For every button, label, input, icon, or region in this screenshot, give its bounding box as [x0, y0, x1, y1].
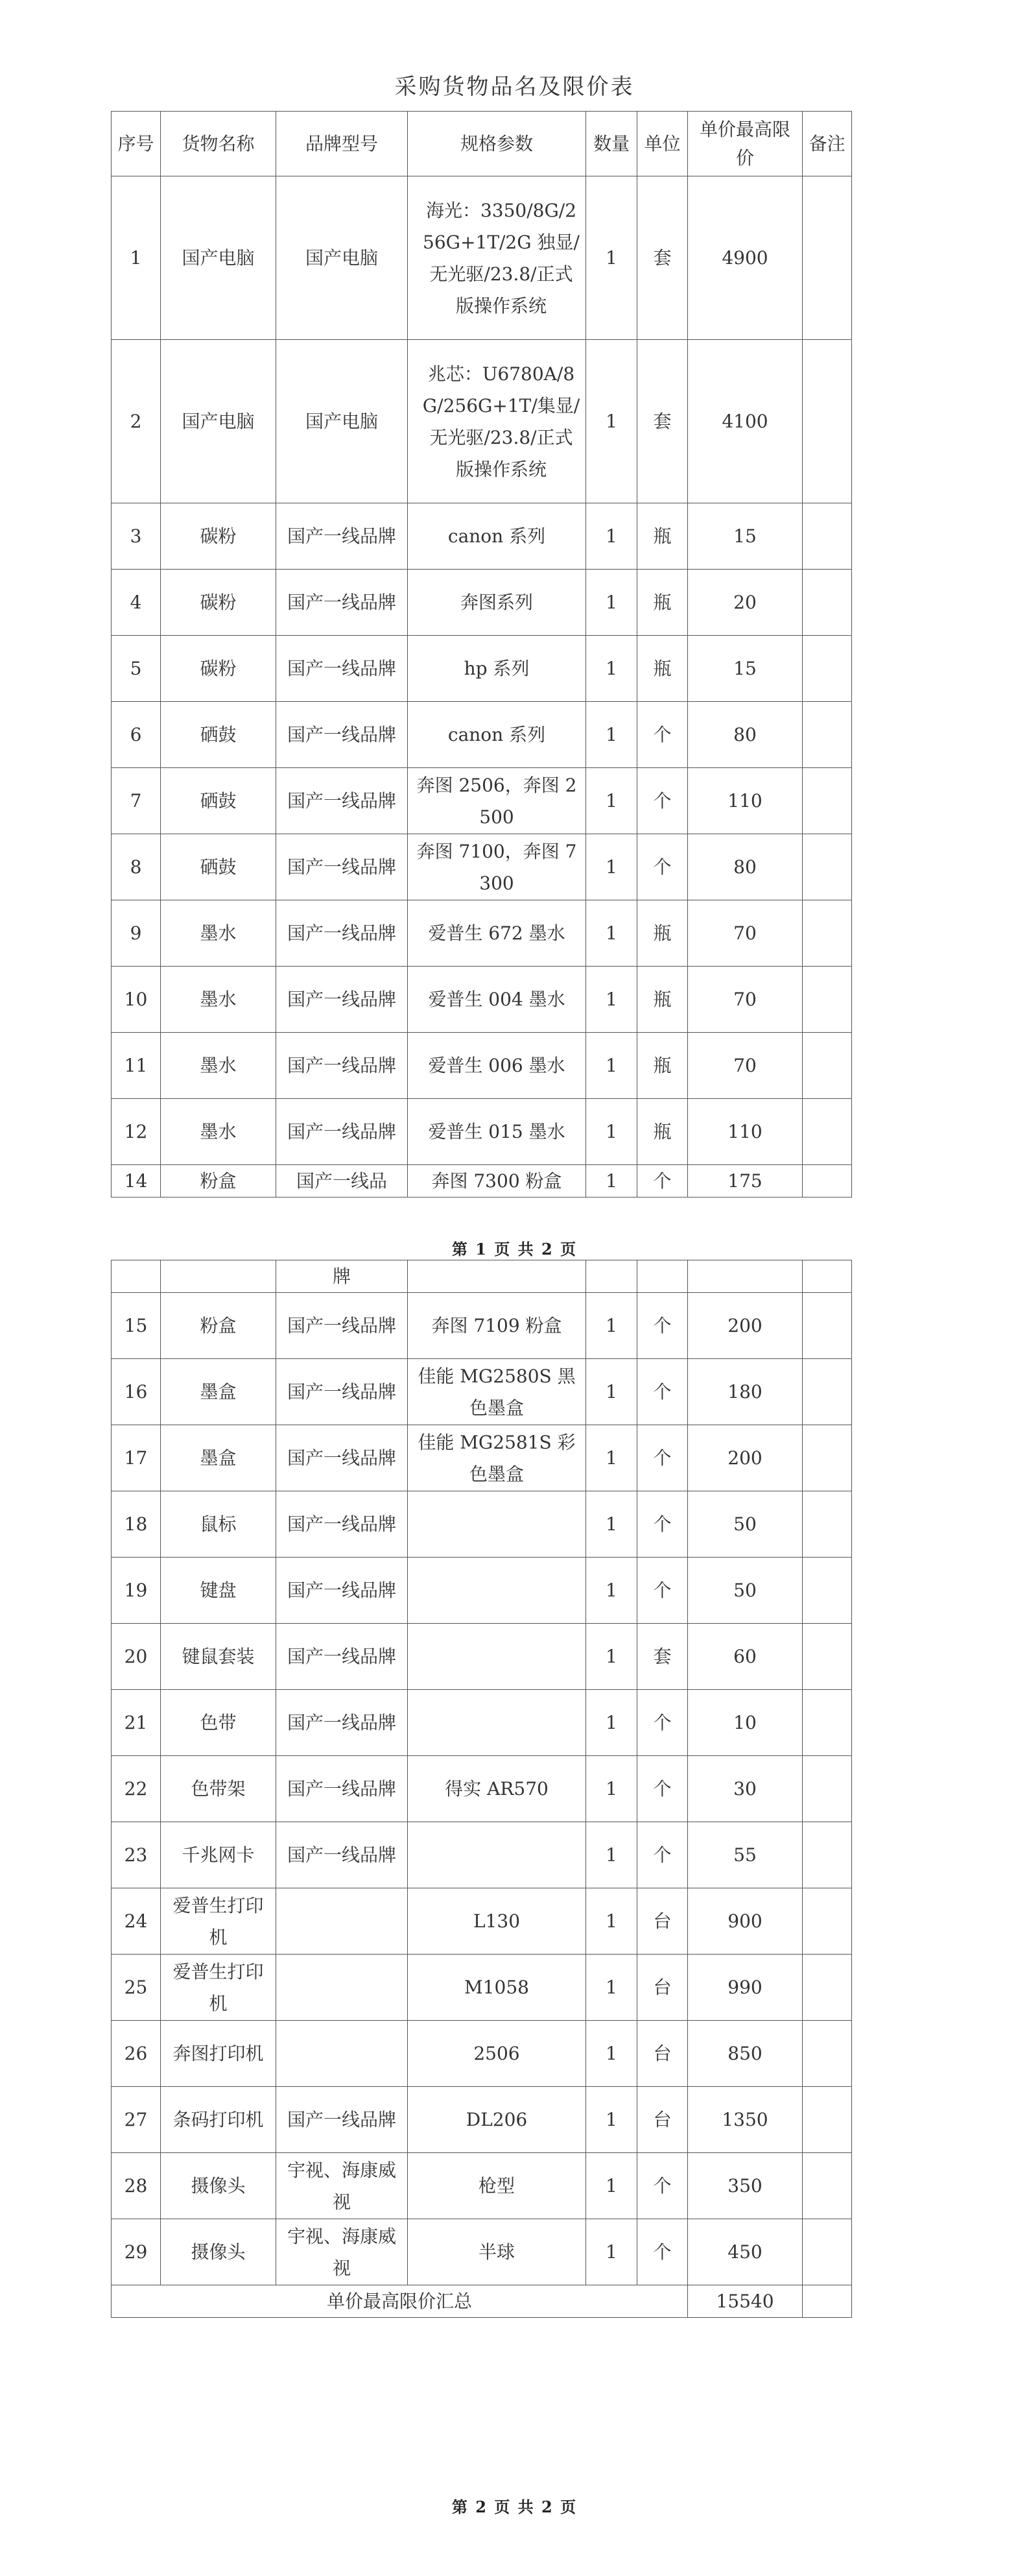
- cell-brand: 国产一线品牌: [276, 1822, 408, 1888]
- cell-note: [803, 2153, 852, 2219]
- cell-note: [803, 636, 852, 702]
- cell-name: 粉盒: [161, 1293, 276, 1359]
- table-row: [112, 2087, 852, 2153]
- cell-name: 墨水: [161, 967, 276, 1033]
- table-row: [112, 1033, 852, 1099]
- cell-unit: 个: [637, 2219, 688, 2285]
- cell-qty: 1: [586, 503, 637, 570]
- cell-index: 8: [112, 834, 161, 900]
- cell-note: [803, 1690, 852, 1756]
- cell-note: [803, 2021, 852, 2087]
- cell-unit: 台: [637, 2021, 688, 2087]
- cell-index: 2: [112, 340, 161, 503]
- cell-qty: 1: [586, 2021, 637, 2087]
- cell-price: 55: [688, 1822, 803, 1888]
- cell-spec: hp 系列: [408, 636, 586, 702]
- cell-index: 14: [112, 1165, 161, 1198]
- table-row: [112, 1756, 852, 1822]
- cell-index: 11: [112, 1033, 161, 1099]
- cell-spec: L130: [408, 1888, 586, 1955]
- cell-spec: 海光：3350/8G/256G+1T/2G 独显/无光驱/23.8/正式版操作系统: [408, 176, 586, 340]
- cell-index: 25: [112, 1955, 161, 2021]
- cell-unit: 个: [637, 1165, 688, 1198]
- cell-name: [161, 1260, 276, 1293]
- cell-note: [803, 2087, 852, 2153]
- cell-unit: 瓶: [637, 1099, 688, 1165]
- cell-spec: [408, 1690, 586, 1756]
- cell-brand: 国产电脑: [276, 340, 408, 503]
- cell-price: 10: [688, 1690, 803, 1756]
- cell-qty: 1: [586, 1293, 637, 1359]
- cell-price: 990: [688, 1955, 803, 2021]
- table-row: [112, 1690, 852, 1756]
- cell-note: [803, 1491, 852, 1558]
- cell-note: [803, 340, 852, 503]
- header-brand: 品牌型号: [276, 112, 408, 176]
- cell-qty: 1: [586, 1491, 637, 1558]
- cell-note: [803, 2219, 852, 2285]
- cell-unit: 个: [637, 1756, 688, 1822]
- cell-index: 9: [112, 900, 161, 967]
- cell-note: [803, 1756, 852, 1822]
- cell-qty: 1: [586, 1955, 637, 2021]
- cell-brand: [276, 1955, 408, 2021]
- cell-note: [803, 176, 852, 340]
- cell-spec: 奔图 7100，奔图 7300: [408, 834, 586, 900]
- cell-brand: 国产一线品牌: [276, 1425, 408, 1491]
- cell-qty: 1: [586, 1624, 637, 1690]
- cell-brand: 国产一线品牌: [276, 702, 408, 768]
- cell-spec: 得实 AR570: [408, 1756, 586, 1822]
- cell-qty: 1: [586, 1099, 637, 1165]
- cell-qty: 1: [586, 570, 637, 636]
- cell-qty: 1: [586, 340, 637, 503]
- cell-note: [803, 1624, 852, 1690]
- cell-index: 3: [112, 503, 161, 570]
- cell-index: 26: [112, 2021, 161, 2087]
- cell-price: 200: [688, 1425, 803, 1491]
- table-row: [112, 702, 852, 768]
- cell-brand: 国产一线品牌: [276, 1491, 408, 1558]
- cell-spec: 半球: [408, 2219, 586, 2285]
- cell-price: 200: [688, 1293, 803, 1359]
- cell-note: [803, 1260, 852, 1293]
- table-row: [112, 967, 852, 1033]
- cell-price: 900: [688, 1888, 803, 1955]
- page-title: 采购货物品名及限价表: [394, 74, 635, 100]
- cell-unit: 瓶: [637, 1033, 688, 1099]
- cell-brand: 牌: [276, 1260, 408, 1293]
- summary-value: 15540: [688, 2285, 803, 2318]
- table-row: [112, 503, 852, 570]
- cell-spec: M1058: [408, 1955, 586, 2021]
- cell-index: 1: [112, 176, 161, 340]
- cell-name: 爱普生打印机: [161, 1888, 276, 1955]
- cell-index: 5: [112, 636, 161, 702]
- cell-qty: 1: [586, 1425, 637, 1491]
- cell-name: 爱普生打印机: [161, 1955, 276, 2021]
- cell-name: 摄像头: [161, 2219, 276, 2285]
- cell-name: 碳粉: [161, 503, 276, 570]
- table-row: [112, 1425, 852, 1491]
- cell-brand: 宇视、海康威视: [276, 2219, 408, 2285]
- cell-price: 4900: [688, 176, 803, 340]
- cell-qty: 1: [586, 1756, 637, 1822]
- header-note: 备注: [803, 112, 852, 176]
- cell-spec: [408, 1260, 586, 1293]
- cell-name: 色带架: [161, 1756, 276, 1822]
- cell-qty: 1: [586, 1033, 637, 1099]
- cell-unit: 套: [637, 176, 688, 340]
- cell-qty: 1: [586, 1165, 637, 1198]
- cell-name: 国产电脑: [161, 176, 276, 340]
- price-table-page-2: [111, 1260, 852, 2318]
- cell-note: [803, 967, 852, 1033]
- cell-qty: 1: [586, 1558, 637, 1624]
- cell-name: 鼠标: [161, 1491, 276, 1558]
- summary-note: [803, 2285, 852, 2318]
- cell-price: 50: [688, 1558, 803, 1624]
- cell-spec: 佳能 MG2581S 彩色墨盒: [408, 1425, 586, 1491]
- cell-brand: 国产一线品牌: [276, 768, 408, 834]
- cell-qty: 1: [586, 1888, 637, 1955]
- table-row-continuation: [112, 1260, 852, 1293]
- cell-name: 墨水: [161, 900, 276, 967]
- cell-spec: 兆芯：U6780A/8G/256G+1T/集显/无光驱/23.8/正式版操作系统: [408, 340, 586, 503]
- cell-spec: DL206: [408, 2087, 586, 2153]
- cell-index: 20: [112, 1624, 161, 1690]
- cell-unit: 个: [637, 1690, 688, 1756]
- header-price: 单价最高限价: [688, 112, 803, 176]
- cell-index: 19: [112, 1558, 161, 1624]
- cell-brand: 国产一线品牌: [276, 1359, 408, 1425]
- cell-note: [803, 702, 852, 768]
- cell-note: [803, 900, 852, 967]
- cell-spec: 枪型: [408, 2153, 586, 2219]
- cell-qty: 1: [586, 2153, 637, 2219]
- cell-unit: 瓶: [637, 967, 688, 1033]
- price-table-page-1: [111, 111, 852, 1198]
- page-footer-1: 第 1 页 共 2 页: [451, 1240, 578, 1258]
- cell-note: [803, 1558, 852, 1624]
- cell-price: 15: [688, 636, 803, 702]
- table-row: [112, 2219, 852, 2285]
- cell-qty: 1: [586, 1359, 637, 1425]
- cell-qty: 1: [586, 1690, 637, 1756]
- cell-index: [112, 1260, 161, 1293]
- header-name: 货物名称: [161, 112, 276, 176]
- cell-note: [803, 570, 852, 636]
- cell-name: 色带: [161, 1690, 276, 1756]
- cell-brand: 国产一线品牌: [276, 900, 408, 967]
- cell-qty: [586, 1260, 637, 1293]
- cell-spec: 佳能 MG2580S 黑色墨盒: [408, 1359, 586, 1425]
- table-row: [112, 834, 852, 900]
- cell-brand: 国产电脑: [276, 176, 408, 340]
- cell-unit: [637, 1260, 688, 1293]
- cell-brand: 国产一线品牌: [276, 570, 408, 636]
- cell-spec: 爱普生 006 墨水: [408, 1033, 586, 1099]
- cell-index: 24: [112, 1888, 161, 1955]
- cell-name: 墨盒: [161, 1359, 276, 1425]
- cell-price: 110: [688, 768, 803, 834]
- cell-name: 摄像头: [161, 2153, 276, 2219]
- cell-price: 60: [688, 1624, 803, 1690]
- cell-unit: 个: [637, 768, 688, 834]
- cell-brand: 国产一线品: [276, 1165, 408, 1198]
- cell-name: 硒鼓: [161, 834, 276, 900]
- cell-note: [803, 1165, 852, 1198]
- cell-spec: canon 系列: [408, 503, 586, 570]
- cell-note: [803, 1099, 852, 1165]
- cell-qty: 1: [586, 900, 637, 967]
- cell-note: [803, 1955, 852, 2021]
- cell-unit: 瓶: [637, 900, 688, 967]
- cell-brand: 国产一线品牌: [276, 636, 408, 702]
- cell-brand: [276, 2021, 408, 2087]
- table-row: [112, 1624, 852, 1690]
- table-header-row: [112, 112, 852, 176]
- cell-qty: 1: [586, 636, 637, 702]
- cell-brand: 国产一线品牌: [276, 834, 408, 900]
- cell-price: [688, 1260, 803, 1293]
- table-row: [112, 1888, 852, 1955]
- cell-index: 6: [112, 702, 161, 768]
- table-row: [112, 1558, 852, 1624]
- cell-spec: 爱普生 015 墨水: [408, 1099, 586, 1165]
- header-index: 序号: [112, 112, 161, 176]
- cell-name: 墨水: [161, 1099, 276, 1165]
- cell-price: 80: [688, 834, 803, 900]
- cell-unit: 套: [637, 1624, 688, 1690]
- cell-index: 23: [112, 1822, 161, 1888]
- cell-name: 千兆网卡: [161, 1822, 276, 1888]
- cell-note: [803, 1293, 852, 1359]
- cell-brand: 国产一线品牌: [276, 1756, 408, 1822]
- cell-spec: 爱普生 004 墨水: [408, 967, 586, 1033]
- cell-qty: 1: [586, 176, 637, 340]
- cell-brand: [276, 1888, 408, 1955]
- cell-note: [803, 503, 852, 570]
- table-row: [112, 768, 852, 834]
- cell-unit: 瓶: [637, 503, 688, 570]
- cell-index: 27: [112, 2087, 161, 2153]
- cell-qty: 1: [586, 768, 637, 834]
- table-row: [112, 1822, 852, 1888]
- cell-name: 墨盒: [161, 1425, 276, 1491]
- cell-price: 1350: [688, 2087, 803, 2153]
- cell-price: 30: [688, 1756, 803, 1822]
- cell-price: 350: [688, 2153, 803, 2219]
- cell-price: 110: [688, 1099, 803, 1165]
- cell-price: 80: [688, 702, 803, 768]
- cell-spec: 2506: [408, 2021, 586, 2087]
- cell-unit: 个: [637, 1822, 688, 1888]
- cell-index: 17: [112, 1425, 161, 1491]
- cell-brand: 国产一线品牌: [276, 1558, 408, 1624]
- cell-note: [803, 1888, 852, 1955]
- cell-name: 粉盒: [161, 1165, 276, 1198]
- cell-brand: 国产一线品牌: [276, 1293, 408, 1359]
- cell-price: 850: [688, 2021, 803, 2087]
- cell-price: 70: [688, 967, 803, 1033]
- cell-unit: 个: [637, 2153, 688, 2219]
- cell-spec: 奔图系列: [408, 570, 586, 636]
- cell-unit: 个: [637, 702, 688, 768]
- cell-brand: 国产一线品牌: [276, 967, 408, 1033]
- cell-index: 29: [112, 2219, 161, 2285]
- cell-name: 国产电脑: [161, 340, 276, 503]
- cell-unit: 台: [637, 1888, 688, 1955]
- cell-index: 18: [112, 1491, 161, 1558]
- cell-price: 70: [688, 1033, 803, 1099]
- cell-index: 21: [112, 1690, 161, 1756]
- cell-name: 碳粉: [161, 636, 276, 702]
- cell-note: [803, 1822, 852, 1888]
- table-row: [112, 1359, 852, 1425]
- cell-index: 15: [112, 1293, 161, 1359]
- cell-unit: 个: [637, 1293, 688, 1359]
- cell-spec: [408, 1558, 586, 1624]
- cell-unit: 套: [637, 340, 688, 503]
- cell-qty: 1: [586, 2087, 637, 2153]
- cell-price: 15: [688, 503, 803, 570]
- cell-note: [803, 1425, 852, 1491]
- cell-unit: 个: [637, 1425, 688, 1491]
- cell-unit: 台: [637, 2087, 688, 2153]
- cell-index: 12: [112, 1099, 161, 1165]
- cell-brand: 宇视、海康威视: [276, 2153, 408, 2219]
- page-footer-2: 第 2 页 共 2 页: [451, 2498, 578, 2516]
- cell-unit: 瓶: [637, 636, 688, 702]
- table-row: [112, 2021, 852, 2087]
- cell-name: 硒鼓: [161, 768, 276, 834]
- table-row: [112, 1165, 852, 1198]
- cell-unit: 个: [637, 834, 688, 900]
- table-row: [112, 1491, 852, 1558]
- cell-unit: 瓶: [637, 570, 688, 636]
- table-row: [112, 1099, 852, 1165]
- cell-index: 28: [112, 2153, 161, 2219]
- cell-name: 墨水: [161, 1033, 276, 1099]
- header-spec: 规格参数: [408, 112, 586, 176]
- cell-spec: [408, 1624, 586, 1690]
- cell-qty: 1: [586, 1822, 637, 1888]
- cell-note: [803, 1359, 852, 1425]
- cell-qty: 1: [586, 702, 637, 768]
- table-row: [112, 2153, 852, 2219]
- cell-brand: 国产一线品牌: [276, 1690, 408, 1756]
- cell-name: 奔图打印机: [161, 2021, 276, 2087]
- cell-note: [803, 834, 852, 900]
- cell-qty: 1: [586, 834, 637, 900]
- cell-qty: 1: [586, 2219, 637, 2285]
- cell-price: 70: [688, 900, 803, 967]
- header-qty: 数量: [586, 112, 637, 176]
- cell-name: 键鼠套装: [161, 1624, 276, 1690]
- cell-price: 20: [688, 570, 803, 636]
- cell-spec: [408, 1491, 586, 1558]
- cell-brand: 国产一线品牌: [276, 1033, 408, 1099]
- cell-unit: 个: [637, 1558, 688, 1624]
- cell-spec: canon 系列: [408, 702, 586, 768]
- cell-index: 22: [112, 1756, 161, 1822]
- cell-price: 4100: [688, 340, 803, 503]
- table-row: [112, 176, 852, 340]
- cell-spec: 奔图 7300 粉盒: [408, 1165, 586, 1198]
- cell-note: [803, 768, 852, 834]
- cell-note: [803, 1033, 852, 1099]
- cell-name: 键盘: [161, 1558, 276, 1624]
- cell-unit: 个: [637, 1359, 688, 1425]
- table-row: [112, 340, 852, 503]
- table-row: [112, 1293, 852, 1359]
- cell-brand: 国产一线品牌: [276, 1099, 408, 1165]
- cell-price: 50: [688, 1491, 803, 1558]
- cell-brand: 国产一线品牌: [276, 2087, 408, 2153]
- summary-label: 单价最高限价汇总: [112, 2285, 688, 2318]
- header-unit: 单位: [637, 112, 688, 176]
- cell-spec: 奔图 7109 粉盒: [408, 1293, 586, 1359]
- cell-brand: 国产一线品牌: [276, 503, 408, 570]
- cell-unit: 台: [637, 1955, 688, 2021]
- cell-index: 4: [112, 570, 161, 636]
- cell-index: 16: [112, 1359, 161, 1425]
- cell-brand: 国产一线品牌: [276, 1624, 408, 1690]
- table-row: [112, 900, 852, 967]
- cell-unit: 个: [637, 1491, 688, 1558]
- cell-spec: 奔图 2506，奔图 2500: [408, 768, 586, 834]
- cell-spec: [408, 1822, 586, 1888]
- cell-price: 180: [688, 1359, 803, 1425]
- cell-name: 碳粉: [161, 570, 276, 636]
- cell-name: 条码打印机: [161, 2087, 276, 2153]
- cell-index: 7: [112, 768, 161, 834]
- cell-index: 10: [112, 967, 161, 1033]
- table-row: [112, 570, 852, 636]
- summary-row: [112, 2285, 852, 2318]
- cell-price: 450: [688, 2219, 803, 2285]
- cell-name: 硒鼓: [161, 702, 276, 768]
- cell-price: 175: [688, 1165, 803, 1198]
- cell-spec: 爱普生 672 墨水: [408, 900, 586, 967]
- table-row: [112, 1955, 852, 2021]
- table-row: [112, 636, 852, 702]
- cell-qty: 1: [586, 967, 637, 1033]
